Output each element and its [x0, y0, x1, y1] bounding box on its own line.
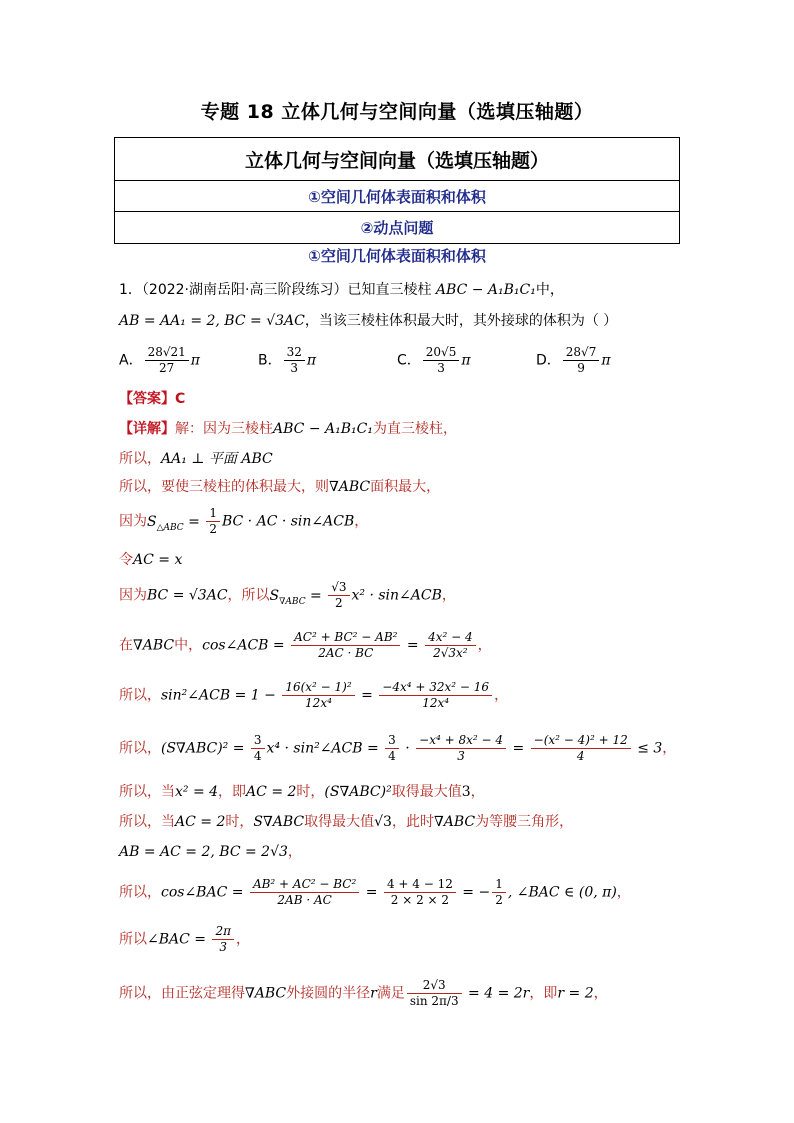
- detail-text: 因为: [119, 513, 147, 530]
- option-pi: π: [601, 352, 611, 369]
- detail-line-8: [119, 680, 508, 711]
- detail-text: ，: [354, 513, 369, 530]
- detail-math: cos∠ACB =: [202, 637, 290, 654]
- detail-text: 所以，: [119, 740, 161, 757]
- option-pi: π: [306, 352, 317, 369]
- detail-text: ，: [593, 985, 608, 1002]
- detail-line-7: [119, 630, 492, 661]
- detail-math: (S∇ABC)² =: [161, 740, 249, 757]
- detail-text: 所以，当: [119, 784, 175, 800]
- detail-text: 所以: [119, 931, 147, 948]
- detail-text: 为等腰三角形，: [475, 814, 574, 830]
- detail-math: AC = 2: [246, 784, 297, 800]
- detail-math: AB² + AC² − BC²: [250, 877, 359, 893]
- detail-text: 解：因为三棱柱: [175, 421, 273, 437]
- detail-text: ，: [287, 844, 302, 860]
- page-title: 专题 18 立体几何与空间向量（选填压轴题）: [200, 101, 594, 123]
- detail-label: 【详解】: [119, 421, 175, 437]
- detail-text: 因为: [119, 587, 147, 604]
- detail-line-14: [119, 924, 250, 955]
- detail-line-12: [119, 841, 302, 861]
- detail-line-6: [119, 580, 456, 611]
- detail-line-4: [119, 506, 368, 537]
- option-num: 28√7: [563, 345, 600, 361]
- detail-math: ∇ABC: [245, 985, 287, 1002]
- detail-math: =: [305, 587, 327, 604]
- detail-math: ∇ABC: [279, 596, 306, 607]
- detail-math: r = 2: [557, 985, 594, 1002]
- detail-math: 3: [219, 940, 228, 954]
- option-num: 32: [284, 345, 305, 361]
- detail-math: BC · AC · sin∠ACB: [221, 513, 355, 530]
- detail-math: S∇ABC: [253, 814, 305, 830]
- detail-math: 3: [457, 749, 465, 763]
- answer-value: C: [175, 391, 186, 407]
- detail-math: AC² + BC² − AB²: [291, 630, 400, 646]
- detail-math: 4: [253, 749, 262, 763]
- detail-text: 时，: [296, 784, 325, 800]
- section-title: ①空间几何体表面积和体积: [308, 247, 486, 265]
- detail-math: ·: [400, 740, 415, 757]
- detail-math: cos∠BAC =: [161, 884, 248, 901]
- problem-number: 1．: [119, 282, 142, 298]
- detail-text: 外接圆的半径: [286, 985, 371, 1002]
- detail-line-15: [119, 978, 608, 1009]
- detail-math: x² = 4: [175, 784, 219, 800]
- option-c[interactable]: [397, 345, 471, 376]
- detail-text: 所以，: [119, 451, 161, 467]
- option-label: A．: [119, 352, 143, 369]
- detail-math: 2: [209, 522, 217, 536]
- detail-math: ABC − A₁B₁C₁: [273, 421, 373, 437]
- detail-math: ∇ABC: [433, 814, 476, 830]
- detail-line-11: [119, 811, 573, 831]
- detail-math: −4x⁴ + 32x² − 16: [379, 680, 492, 696]
- answer-label: 【答案】: [119, 391, 175, 407]
- detail-math: =: [361, 884, 382, 901]
- detail-math: √3: [374, 814, 392, 830]
- detail-math: 2AC · BC: [318, 646, 374, 660]
- detail-math: 12x⁴: [305, 696, 332, 710]
- detail-text: ，即: [218, 784, 247, 800]
- detail-math: 4x² − 4: [425, 630, 476, 646]
- detail-text: 为直三棱柱，: [372, 421, 457, 437]
- detail-text: ，: [441, 587, 456, 604]
- detail-math: 2: [495, 893, 503, 907]
- detail-math: r: [370, 985, 377, 1002]
- detail-line-3: [119, 476, 440, 496]
- detail-math: AC = x: [133, 552, 183, 568]
- detail-math: ≤ 3: [632, 740, 663, 757]
- detail-math: 1: [492, 877, 506, 893]
- detail-text: ，所以: [227, 587, 270, 604]
- detail-math: =: [402, 637, 424, 654]
- detail-math: 3: [251, 733, 265, 749]
- detail-math: 4: [576, 749, 585, 763]
- detail-math: x⁴ · sin²∠ACB =: [266, 740, 384, 757]
- option-label: C．: [397, 352, 421, 369]
- detail-math: 3: [461, 784, 471, 800]
- detail-math: =: [356, 687, 378, 704]
- detail-text: ，: [470, 784, 485, 800]
- detail-math: sin 2π/3: [409, 994, 459, 1008]
- detail-math: ∇ABC: [133, 637, 175, 654]
- detail-text: ，此时: [391, 814, 434, 830]
- detail-math: (S∇ABC)²: [324, 784, 392, 800]
- detail-math: S: [147, 513, 157, 530]
- topic-item-2[interactable]: ②动点问题: [115, 212, 680, 244]
- detail-math: 1: [206, 506, 220, 522]
- detail-math: 2AB · AC: [277, 893, 332, 907]
- option-label: B．: [258, 352, 282, 369]
- option-pi: π: [190, 352, 200, 369]
- detail-math: 12x⁴: [422, 696, 450, 710]
- problem-line-1: [119, 279, 564, 299]
- detail-math: √3: [328, 580, 349, 596]
- option-den: 27: [159, 361, 175, 375]
- detail-text: ，: [236, 931, 251, 948]
- detail-text: 时，: [225, 814, 254, 830]
- detail-math: △ABC: [156, 522, 184, 533]
- problem-condition: AB = AA₁ = 2, BC = √3AC: [119, 313, 305, 329]
- detail-math: ∇ABC: [329, 479, 371, 495]
- detail-line-9: [119, 733, 676, 764]
- detail-text: ，: [494, 687, 509, 704]
- detail-math: = 4 = 2r: [463, 985, 530, 1002]
- detail-text: 取得最大值: [391, 784, 462, 800]
- detail-math: 2√3x²: [433, 646, 468, 660]
- detail-text: 所以，: [119, 687, 161, 704]
- detail-math: AC = 2: [175, 814, 226, 830]
- detail-math: , ∠BAC ∈ (0, π): [507, 884, 617, 901]
- detail-line-5: [119, 549, 182, 569]
- detail-line-2: [119, 448, 273, 468]
- option-a[interactable]: [119, 345, 200, 376]
- detail-math: =: [508, 740, 529, 757]
- detail-text: ，即: [529, 985, 558, 1002]
- detail-math: = −: [457, 884, 491, 901]
- detail-math: sin²∠ACB = 1 −: [161, 687, 281, 704]
- answer-line: [119, 388, 185, 408]
- detail-text: 令: [119, 552, 133, 568]
- detail-text: 所以，要使三棱柱的体积最大，则: [119, 479, 329, 495]
- detail-text: ，: [616, 884, 631, 901]
- detail-text: ，: [662, 740, 677, 757]
- detail-math: 2 × 2 × 2: [390, 893, 450, 907]
- detail-line-1: [119, 418, 457, 438]
- problem-question: ，当该三棱柱体积最大时，其外接球的体积为（ ）: [304, 313, 618, 329]
- problem-prism: ABC − A₁B₁C₁: [435, 282, 536, 298]
- problem-text: 中，: [535, 282, 564, 298]
- detail-math: 3: [385, 733, 399, 749]
- option-num: 20√5: [423, 345, 460, 361]
- detail-math: −x⁴ + 8x² − 4: [416, 733, 506, 749]
- option-num: 28√21: [145, 345, 189, 361]
- detail-math: AB = AC = 2, BC = 2√3: [119, 844, 288, 860]
- detail-text: 取得最大值: [304, 814, 375, 830]
- detail-text: 面积最大，: [370, 479, 441, 495]
- option-d[interactable]: [536, 345, 611, 376]
- detail-math: −(x² − 4)² + 12: [531, 733, 631, 749]
- detail-math: 2√3: [407, 978, 462, 994]
- option-b[interactable]: [258, 345, 316, 376]
- detail-math: =: [183, 513, 205, 530]
- detail-text: 中，: [174, 637, 203, 654]
- detail-text: 所以，当: [119, 814, 175, 830]
- detail-math: BC = √3AC: [147, 587, 228, 604]
- problem-source: （2022·湖南岳阳·高三阶段练习）已知直三棱柱: [141, 282, 432, 298]
- detail-text: ，: [477, 637, 492, 654]
- topic-table: [114, 137, 680, 244]
- detail-line-10: [119, 781, 485, 801]
- option-den: 3: [290, 361, 299, 375]
- option-pi: π: [461, 352, 471, 369]
- detail-math: S: [269, 587, 280, 604]
- detail-math: AA₁ ⊥ 平面 ABC: [161, 451, 273, 467]
- detail-math: 2π: [212, 924, 234, 940]
- detail-math: 4 + 4 − 12: [384, 877, 456, 893]
- detail-math: ∠BAC =: [147, 931, 211, 948]
- detail-math: x² · sin∠ACB: [351, 587, 442, 604]
- option-label: D．: [536, 352, 561, 369]
- problem-line-2: [119, 310, 617, 330]
- topic-item-1[interactable]: ①空间几何体表面积和体积: [115, 181, 680, 212]
- detail-line-13: [119, 877, 631, 908]
- detail-text: 满足: [376, 985, 405, 1002]
- detail-math: 2: [335, 596, 343, 610]
- detail-text: 所以，: [119, 884, 161, 901]
- detail-text: 在: [119, 637, 133, 654]
- option-den: 3: [437, 361, 445, 375]
- option-den: 9: [577, 361, 585, 375]
- detail-text: 所以，由正弦定理得: [119, 985, 245, 1002]
- detail-math: 16(x² − 1)²: [282, 680, 354, 696]
- topic-table-heading: 立体几何与空间向量（选填压轴题）: [115, 138, 680, 181]
- detail-math: 4: [388, 749, 396, 763]
